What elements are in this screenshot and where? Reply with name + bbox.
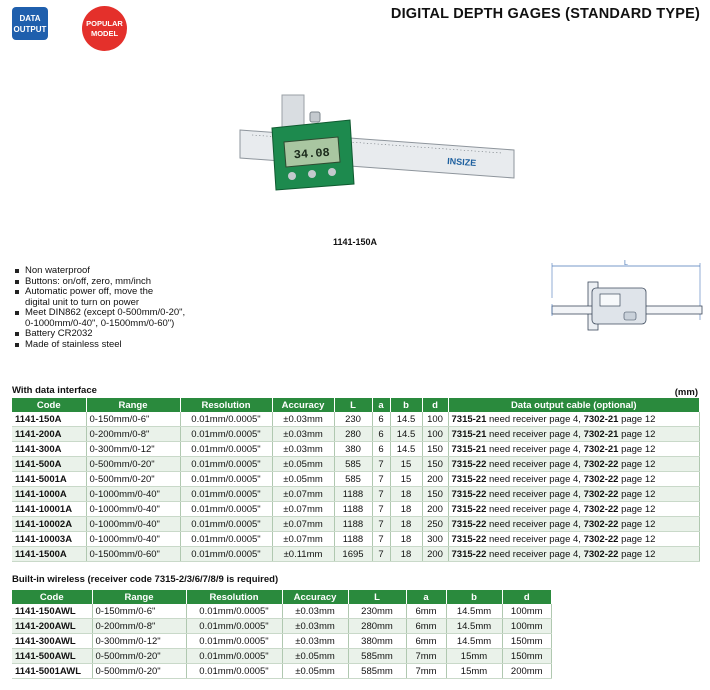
cable-note: page 12 (618, 413, 656, 425)
column-header: b (390, 398, 422, 412)
cable-note: page 12 (618, 503, 656, 515)
cable-code: 7315-22 (451, 473, 487, 485)
cable-cell (448, 487, 700, 502)
a-cell: 6mm (406, 634, 446, 649)
cable-code: 7315-22 (451, 503, 487, 515)
cable-note: page 12 (618, 458, 656, 470)
d-cell: 150 (422, 442, 448, 457)
code-cell: 1141-5001A (12, 472, 86, 487)
range-cell: 0-500mm/0-20" (92, 649, 186, 664)
cable-code: 7302-22 (583, 518, 619, 530)
d-cell: 150mm (502, 649, 552, 664)
range-cell: 0-500mm/0-20" (86, 457, 180, 472)
table-row (12, 502, 700, 517)
accuracy-cell: ±0.07mm (272, 532, 334, 547)
feature-list (12, 266, 272, 350)
range-cell: 0-200mm/0-8" (92, 619, 186, 634)
cable-code: 7302-21 (583, 413, 619, 425)
b-cell: 15 (390, 457, 422, 472)
code-cell: 1141-150A (12, 412, 86, 427)
cable-note: page 12 (618, 533, 656, 545)
accuracy-cell: ±0.03mm (282, 604, 348, 619)
a-cell: 6mm (406, 619, 446, 634)
range-cell: 0-1000mm/0-40" (86, 487, 180, 502)
a-cell: 7 (372, 517, 390, 532)
cable-note: need receiver page 4, (486, 413, 584, 425)
code-cell: 1141-10002A (12, 517, 86, 532)
column-header: a (372, 398, 390, 412)
d-cell: 250 (422, 517, 448, 532)
resolution-cell: 0.01mm/0.0005" (180, 532, 272, 547)
a-cell: 7mm (406, 649, 446, 664)
cable-cell (448, 532, 700, 547)
code-cell: 1141-500A (12, 457, 86, 472)
b-cell: 15mm (446, 664, 502, 679)
table-row (12, 472, 700, 487)
table1-title: With data interface (12, 385, 97, 396)
cable-note: need receiver page 4, (486, 488, 584, 500)
cable-note: page 12 (618, 428, 656, 440)
depth-gage-photo (232, 90, 522, 230)
table-header-row (12, 398, 700, 412)
cable-note: page 12 (618, 443, 656, 455)
table-row (12, 442, 700, 457)
resolution-cell: 0.01mm/0.0005" (180, 427, 272, 442)
cable-code: 7315-22 (451, 548, 487, 560)
column-header: L (334, 398, 372, 412)
cable-cell (448, 412, 700, 427)
feature-item: Battery CR2032 (12, 329, 272, 340)
feature-item: Automatic power off, move the (12, 287, 272, 298)
d-cell: 200 (422, 472, 448, 487)
table-row (12, 457, 700, 472)
feature-item-continuation: digital unit to turn on power (25, 296, 140, 308)
cable-note: need receiver page 4, (486, 428, 584, 440)
table-row (12, 664, 552, 679)
code-cell: 1141-300A (12, 442, 86, 457)
resolution-cell: 0.01mm/0.0005" (186, 664, 282, 679)
table-row (12, 649, 552, 664)
column-header: Code (12, 590, 92, 604)
resolution-cell: 0.01mm/0.0005" (180, 517, 272, 532)
b-cell: 14.5mm (446, 619, 502, 634)
cable-cell (448, 472, 700, 487)
l-cell: 585mm (348, 664, 406, 679)
cable-cell (448, 427, 700, 442)
range-cell: 0-150mm/0-6" (92, 604, 186, 619)
a-cell: 7 (372, 457, 390, 472)
cable-code: 7315-22 (451, 518, 487, 530)
column-header: Accuracy (282, 590, 348, 604)
cable-note: need receiver page 4, (486, 458, 584, 470)
code-cell: 1141-300AWL (12, 634, 92, 649)
cable-note: need receiver page 4, (486, 548, 584, 560)
cable-code: 7302-22 (583, 488, 619, 500)
display-reading: 34.08 (293, 145, 331, 163)
column-header: b (446, 590, 502, 604)
d-cell: 100mm (502, 604, 552, 619)
range-cell: 0-1000mm/0-40" (86, 502, 180, 517)
a-cell: 7 (372, 472, 390, 487)
cable-note: need receiver page 4, (486, 473, 584, 485)
data-interface-table (12, 398, 700, 562)
d-cell: 100 (422, 427, 448, 442)
feature-item: Made of stainless steel (12, 340, 272, 351)
cable-cell (448, 547, 700, 562)
range-cell: 0-300mm/0-12" (86, 442, 180, 457)
range-cell: 0-1000mm/0-40" (86, 532, 180, 547)
table-row (12, 634, 552, 649)
table-row (12, 517, 700, 532)
resolution-cell: 0.01mm/0.0005" (180, 442, 272, 457)
column-header: Range (86, 398, 180, 412)
cable-cell (448, 457, 700, 472)
data-output-badge (12, 7, 48, 40)
popular-model-badge (82, 6, 127, 51)
d-cell: 100 (422, 412, 448, 427)
cable-code: 7315-21 (451, 413, 487, 425)
resolution-cell: 0.01mm/0.0005" (186, 634, 282, 649)
cable-code: 7302-21 (583, 443, 619, 455)
accuracy-cell: ±0.07mm (272, 487, 334, 502)
b-cell: 15 (390, 472, 422, 487)
resolution-cell: 0.01mm/0.0005" (180, 547, 272, 562)
column-header: Range (92, 590, 186, 604)
table-row (12, 427, 700, 442)
column-header: d (422, 398, 448, 412)
cable-code: 7302-22 (583, 548, 619, 560)
l-cell: 1188 (334, 487, 372, 502)
table-row (12, 547, 700, 562)
column-header: a (406, 590, 446, 604)
cable-cell (448, 502, 700, 517)
column-header: d (502, 590, 552, 604)
d-cell: 150mm (502, 634, 552, 649)
range-cell: 0-500mm/0-20" (86, 472, 180, 487)
l-cell: 380 (334, 442, 372, 457)
range-cell: 0-500mm/0-20" (92, 664, 186, 679)
accuracy-cell: ±0.05mm (282, 649, 348, 664)
resolution-cell: 0.01mm/0.0005" (180, 502, 272, 517)
d-cell: 150 (422, 487, 448, 502)
l-cell: 585 (334, 472, 372, 487)
code-cell: 1141-1500A (12, 547, 86, 562)
accuracy-cell: ±0.03mm (282, 634, 348, 649)
l-cell: 1188 (334, 517, 372, 532)
feature-item-continuation: 0-1000mm/0-40", 0-1500mm/0-60") (25, 317, 175, 329)
cable-note: need receiver page 4, (486, 518, 584, 530)
table-header-row (12, 590, 552, 604)
l-cell: 230mm (348, 604, 406, 619)
d-cell: 300 (422, 532, 448, 547)
l-cell: 585mm (348, 649, 406, 664)
cable-code: 7302-22 (583, 533, 619, 545)
cable-code: 7315-22 (451, 458, 487, 470)
cable-note: need receiver page 4, (486, 503, 584, 515)
table-row (12, 412, 700, 427)
b-cell: 14.5 (390, 442, 422, 457)
resolution-cell: 0.01mm/0.0005" (180, 412, 272, 427)
accuracy-cell: ±0.11mm (272, 547, 334, 562)
wireless-table (12, 590, 552, 679)
a-cell: 6mm (406, 604, 446, 619)
accuracy-cell: ±0.05mm (272, 472, 334, 487)
a-cell: 6 (372, 412, 390, 427)
accuracy-cell: ±0.07mm (272, 502, 334, 517)
brand-logo: INSIZE (446, 156, 477, 169)
badge-line: MODEL (90, 28, 119, 38)
a-cell: 6 (372, 442, 390, 457)
a-cell: 6 (372, 427, 390, 442)
resolution-cell: 0.01mm/0.0005" (180, 487, 272, 502)
column-header: L (348, 590, 406, 604)
code-cell: 1141-200AWL (12, 619, 92, 634)
dimension-drawing (540, 260, 710, 340)
accuracy-cell: ±0.03mm (282, 619, 348, 634)
cable-note: page 12 (618, 518, 656, 530)
resolution-cell: 0.01mm/0.0005" (180, 457, 272, 472)
b-cell: 18 (390, 502, 422, 517)
accuracy-cell: ±0.03mm (272, 412, 334, 427)
accuracy-cell: ±0.05mm (272, 457, 334, 472)
column-header: Data output cable (optional) (448, 398, 700, 412)
cable-note: page 12 (618, 488, 656, 500)
column-header: Resolution (180, 398, 272, 412)
cable-code: 7302-22 (583, 458, 619, 470)
accuracy-cell: ±0.05mm (282, 664, 348, 679)
cable-note: need receiver page 4, (486, 533, 584, 545)
l-cell: 380mm (348, 634, 406, 649)
a-cell: 7 (372, 547, 390, 562)
table-row (12, 487, 700, 502)
resolution-cell: 0.01mm/0.0005" (186, 619, 282, 634)
b-cell: 15mm (446, 649, 502, 664)
b-cell: 14.5mm (446, 634, 502, 649)
l-cell: 1188 (334, 532, 372, 547)
page-title: DIGITAL DEPTH GAGES (STANDARD TYPE) (390, 6, 700, 22)
cable-note: page 12 (618, 548, 656, 560)
code-cell: 1141-500AWL (12, 649, 92, 664)
range-cell: 0-1500mm/0-60" (86, 547, 180, 562)
accuracy-cell: ±0.03mm (272, 427, 334, 442)
cable-code: 7302-22 (583, 503, 619, 515)
code-cell: 1141-150AWL (12, 604, 92, 619)
resolution-cell: 0.01mm/0.0005" (186, 604, 282, 619)
cable-cell (448, 442, 700, 457)
l-cell: 585 (334, 457, 372, 472)
l-cell: 230 (334, 412, 372, 427)
unit-label: (mm) (674, 387, 698, 398)
code-cell: 1141-5001AWL (12, 664, 92, 679)
feature-item: Non waterproof (12, 266, 272, 277)
cable-code: 7315-21 (451, 428, 487, 440)
dim-label-l: L (624, 260, 628, 267)
b-cell: 18 (390, 487, 422, 502)
accuracy-cell: ±0.03mm (272, 442, 334, 457)
photo-caption: 1141-150A (332, 237, 378, 247)
l-cell: 280mm (348, 619, 406, 634)
cable-code: 7315-22 (451, 488, 487, 500)
resolution-cell: 0.01mm/0.0005" (186, 649, 282, 664)
accuracy-cell: ±0.07mm (272, 517, 334, 532)
l-cell: 1695 (334, 547, 372, 562)
badge-line: OUTPUT (13, 24, 47, 34)
cable-code: 7302-21 (583, 428, 619, 440)
cable-note: need receiver page 4, (486, 443, 584, 455)
badge-line: POPULAR (86, 18, 123, 28)
column-header: Resolution (186, 590, 282, 604)
l-cell: 1188 (334, 502, 372, 517)
feature-item: Meet DIN862 (except 0-500mm/0-20", (12, 308, 272, 319)
resolution-cell: 0.01mm/0.0005" (180, 472, 272, 487)
table-row (12, 619, 552, 634)
code-cell: 1141-200A (12, 427, 86, 442)
range-cell: 0-150mm/0-6" (86, 412, 180, 427)
b-cell: 18 (390, 517, 422, 532)
feature-item: Buttons: on/off, zero, mm/inch (12, 277, 272, 288)
cable-code: 7315-21 (451, 443, 487, 455)
cable-note: page 12 (618, 473, 656, 485)
a-cell: 7 (372, 532, 390, 547)
d-cell: 100mm (502, 619, 552, 634)
b-cell: 14.5mm (446, 604, 502, 619)
b-cell: 14.5 (390, 427, 422, 442)
a-cell: 7 (372, 487, 390, 502)
a-cell: 7mm (406, 664, 446, 679)
column-header: Code (12, 398, 86, 412)
badge-line: DATA (19, 13, 41, 23)
code-cell: 1141-10001A (12, 502, 86, 517)
table-row (12, 604, 552, 619)
b-cell: 14.5 (390, 412, 422, 427)
range-cell: 0-300mm/0-12" (92, 634, 186, 649)
column-header: Accuracy (272, 398, 334, 412)
cable-code: 7315-22 (451, 533, 487, 545)
code-cell: 1141-10003A (12, 532, 86, 547)
d-cell: 200 (422, 547, 448, 562)
l-cell: 280 (334, 427, 372, 442)
d-cell: 200mm (502, 664, 552, 679)
b-cell: 18 (390, 532, 422, 547)
range-cell: 0-200mm/0-8" (86, 427, 180, 442)
range-cell: 0-1000mm/0-40" (86, 517, 180, 532)
a-cell: 7 (372, 502, 390, 517)
table-row (12, 532, 700, 547)
d-cell: 150 (422, 457, 448, 472)
b-cell: 18 (390, 547, 422, 562)
table2-title: Built-in wireless (receiver code 7315-2/3/6/7/8/9 is required) (12, 574, 279, 585)
cable-cell (448, 517, 700, 532)
cable-code: 7302-22 (583, 473, 619, 485)
d-cell: 200 (422, 502, 448, 517)
code-cell: 1141-1000A (12, 487, 86, 502)
